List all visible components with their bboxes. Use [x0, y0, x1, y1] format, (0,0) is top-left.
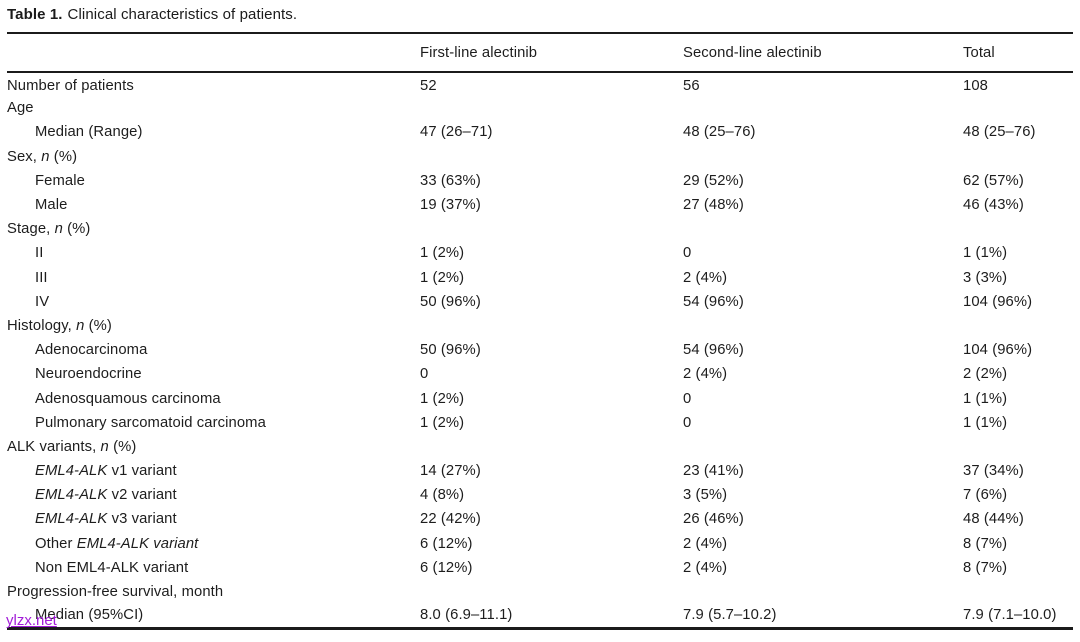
row-label: EML4-ALK v1 variant [35, 463, 177, 480]
row-value [963, 580, 1073, 604]
table-row [7, 604, 1073, 628]
row-label: Neuroendocrine [35, 366, 142, 383]
table-number-label: Table 1. [7, 6, 63, 23]
watermark-link[interactable]: ylzx.net [6, 612, 57, 629]
row-label: Adenocarcinoma [35, 342, 148, 359]
row-value: 14 (27%) [420, 463, 481, 480]
row-value: 50 (96%) [420, 293, 481, 310]
row-label: Male [35, 197, 68, 214]
row-label: Number of patients [7, 78, 134, 95]
row-value [420, 145, 683, 169]
row-value [420, 217, 683, 241]
table-row [7, 362, 1073, 386]
row-value: 6 (12%) [420, 559, 473, 576]
row-value: 0 [683, 245, 692, 262]
row-value: 2 (4%) [683, 366, 728, 383]
row-value: 0 [420, 366, 429, 383]
row-value: 1 (1%) [963, 414, 1008, 431]
table-row [7, 314, 1073, 338]
table-row [7, 338, 1073, 362]
row-label: III [35, 269, 48, 286]
table-row [7, 556, 1073, 580]
table-title [7, 6, 297, 23]
row-value: 104 (96%) [963, 293, 1033, 310]
clinical-characteristics-table [7, 32, 1073, 630]
row-value: 7 (6%) [963, 487, 1008, 504]
table-caption-text: Clinical characteristics of patients. [67, 6, 298, 23]
row-value: 2 (2%) [963, 366, 1008, 383]
row-value: 33 (63%) [420, 172, 481, 189]
table-body [7, 72, 1073, 628]
row-value: 48 (25–76) [683, 124, 756, 141]
row-value [420, 435, 683, 459]
table-row [7, 435, 1073, 459]
row-value: 8 (7%) [963, 559, 1008, 576]
row-value: 7.9 (7.1–10.0) [963, 607, 1057, 624]
row-value [963, 435, 1073, 459]
table-header [7, 33, 1073, 72]
row-value [683, 96, 963, 120]
row-label: Median (Range) [35, 124, 143, 141]
row-value: 108 [963, 78, 988, 95]
row-value: 2 (4%) [683, 269, 728, 286]
row-value: 56 [683, 78, 700, 95]
row-value: 54 (96%) [683, 342, 744, 359]
row-label: ALK variants, n (%) [7, 438, 137, 455]
table-row [7, 145, 1073, 169]
row-value: 46 (43%) [963, 197, 1024, 214]
row-value: 0 [683, 414, 692, 431]
row-value: 37 (34%) [963, 463, 1024, 480]
row-label: Female [35, 172, 85, 189]
row-value: 8 (7%) [963, 535, 1008, 552]
row-value: 8.0 (6.9–11.1) [420, 607, 513, 624]
table-row [7, 507, 1073, 531]
row-label: IV [35, 293, 50, 310]
table-row [7, 169, 1073, 193]
row-value: 1 (2%) [420, 414, 465, 431]
row-value: 62 (57%) [963, 172, 1024, 189]
table-row [7, 580, 1073, 604]
row-value [683, 314, 963, 338]
row-value: 27 (48%) [683, 197, 744, 214]
row-value: 19 (37%) [420, 197, 481, 214]
row-value: 22 (42%) [420, 511, 481, 528]
row-label: Age [7, 100, 34, 117]
row-value: 50 (96%) [420, 342, 481, 359]
row-label: Stage, n (%) [7, 221, 91, 238]
row-label: Median (95%CI) [35, 607, 144, 624]
row-value [963, 145, 1073, 169]
table-row [7, 193, 1073, 217]
row-label: Progression-free survival, month [7, 584, 224, 601]
row-value: 1 (2%) [420, 245, 465, 262]
row-value: 3 (3%) [963, 269, 1008, 286]
row-value [683, 145, 963, 169]
row-label: Other EML4-ALK variant [35, 535, 199, 552]
row-value: 2 (4%) [683, 535, 728, 552]
table-row [7, 96, 1073, 120]
row-value [683, 217, 963, 241]
table-row [7, 483, 1073, 507]
row-value: 23 (41%) [683, 463, 744, 480]
row-value [963, 217, 1073, 241]
row-value: 6 (12%) [420, 535, 473, 552]
table-row [7, 266, 1073, 290]
row-value: 4 (8%) [420, 487, 465, 504]
row-label: Sex, n (%) [7, 148, 78, 165]
row-value: 7.9 (5.7–10.2) [683, 607, 777, 624]
table-row [7, 72, 1073, 96]
row-label: Non EML4-ALK variant [35, 559, 189, 576]
row-value: 0 [683, 390, 692, 407]
row-label: EML4-ALK v2 variant [35, 487, 177, 504]
header-col-second-line-alectinib: Second-line alectinib [683, 33, 963, 72]
row-value [963, 96, 1073, 120]
row-value [683, 435, 963, 459]
row-value: 54 (96%) [683, 293, 744, 310]
header-col-characteristic [7, 33, 420, 72]
table-header-row [7, 33, 1073, 72]
row-value: 48 (25–76) [963, 124, 1036, 141]
row-value: 104 (96%) [963, 342, 1033, 359]
row-value [420, 580, 683, 604]
row-value: 1 (1%) [963, 390, 1008, 407]
row-value: 1 (2%) [420, 269, 465, 286]
row-value: 3 (5%) [683, 487, 728, 504]
table-row [7, 290, 1073, 314]
row-label: Histology, n (%) [7, 317, 112, 334]
table-row [7, 459, 1073, 483]
row-value [963, 314, 1073, 338]
table-row [7, 532, 1073, 556]
row-value: 1 (2%) [420, 390, 465, 407]
row-value [420, 314, 683, 338]
row-label: Pulmonary sarcomatoid carcinoma [35, 414, 266, 431]
row-value: 26 (46%) [683, 511, 744, 528]
row-value [683, 580, 963, 604]
row-value [420, 96, 683, 120]
row-label: Adenosquamous carcinoma [35, 390, 221, 407]
row-value: 2 (4%) [683, 559, 728, 576]
row-value: 47 (26–71) [420, 124, 493, 141]
row-label: EML4-ALK v3 variant [35, 511, 177, 528]
row-value: 48 (44%) [963, 511, 1024, 528]
row-value: 52 [420, 78, 437, 95]
row-value: 29 (52%) [683, 172, 744, 189]
header-col-total: Total [963, 33, 1073, 72]
table-row [7, 120, 1073, 144]
table-row [7, 217, 1073, 241]
table-row [7, 411, 1073, 435]
row-label: II [35, 245, 44, 262]
header-col-first-line-alectinib: First-line alectinib [420, 33, 683, 72]
table-row [7, 241, 1073, 265]
row-value: 1 (1%) [963, 245, 1008, 262]
table-row [7, 386, 1073, 410]
